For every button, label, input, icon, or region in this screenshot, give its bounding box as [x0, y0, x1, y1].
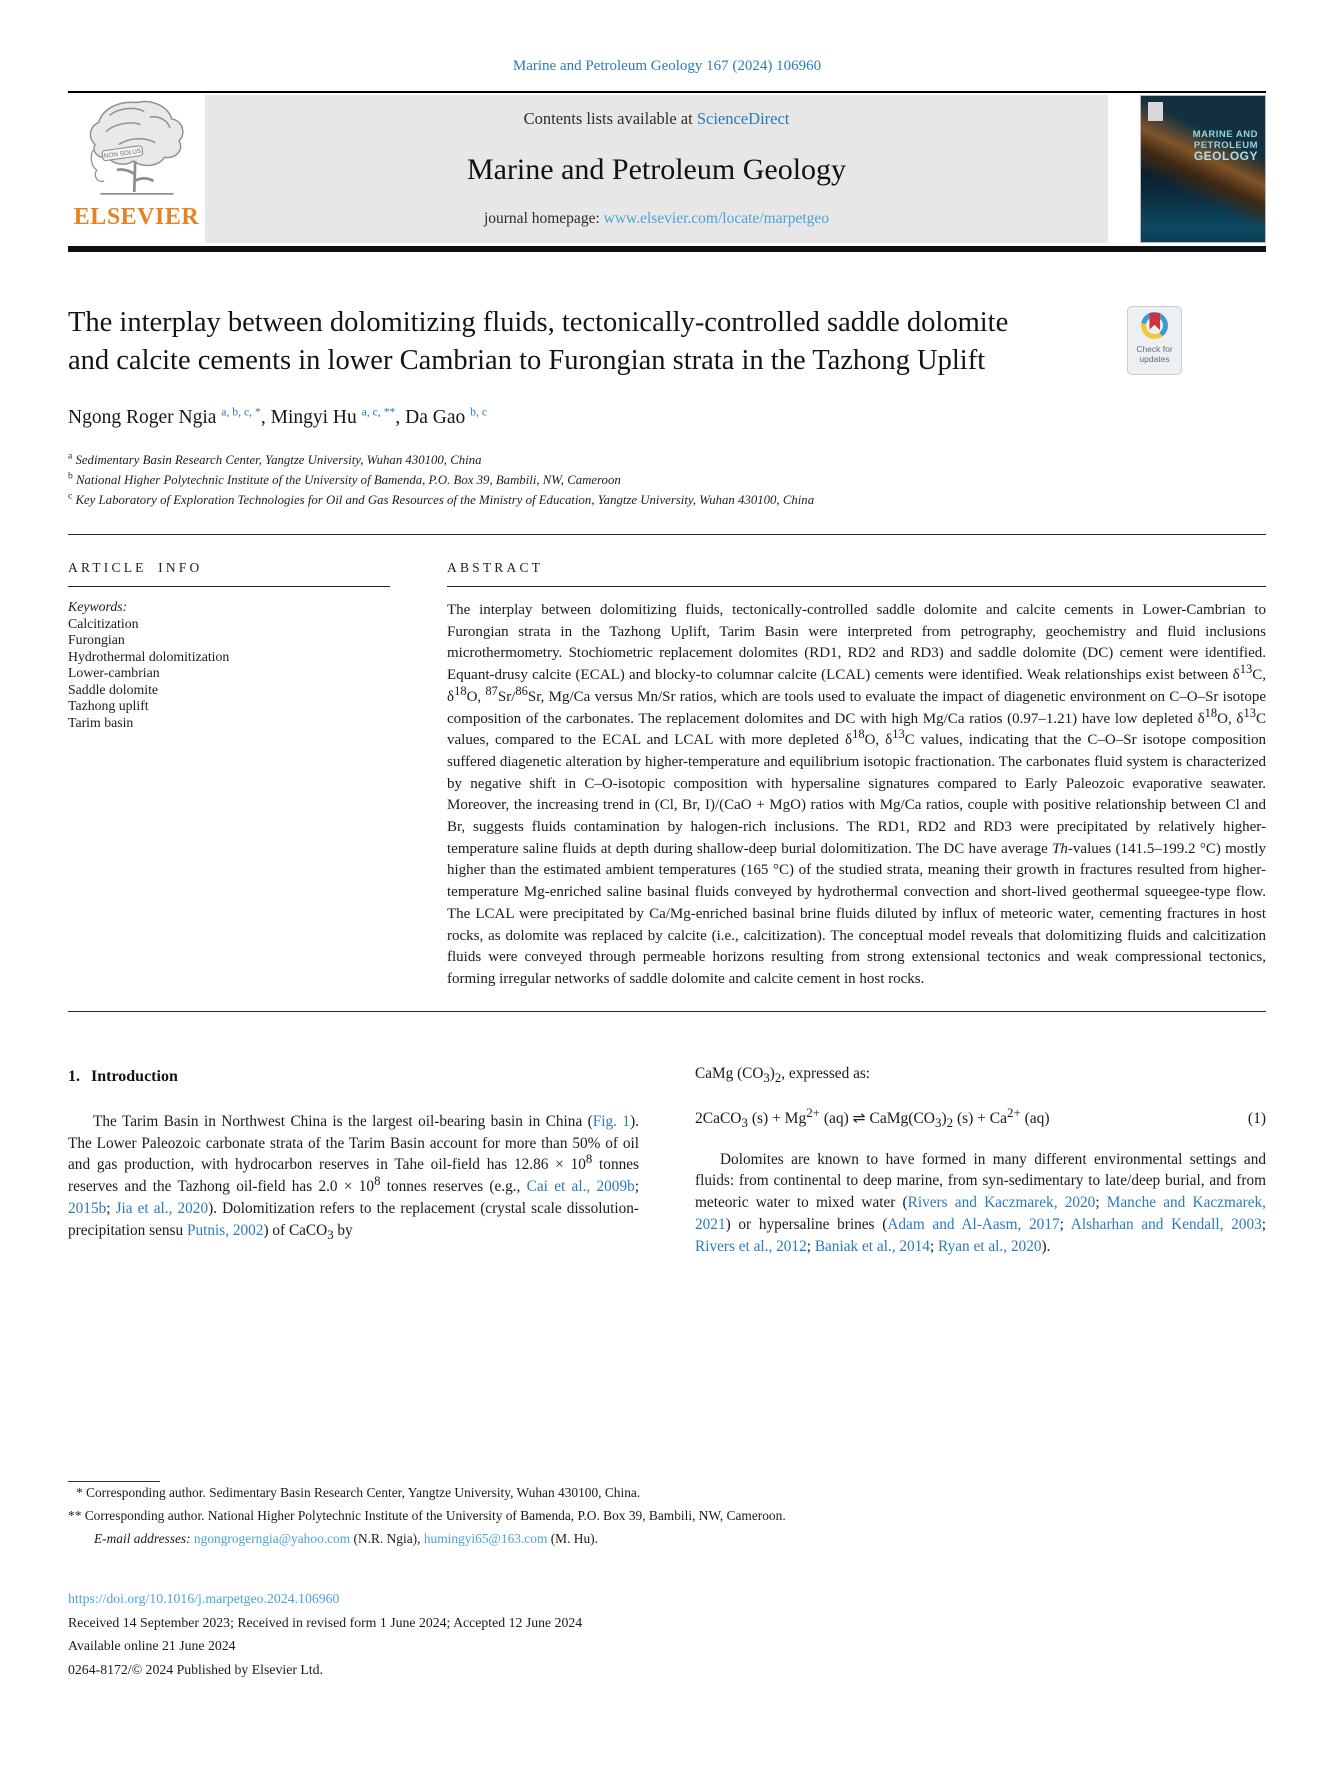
text-run: Corresponding author. National Higher Polytechnic Institute of the University of Bamenda, P.O. Box 39, Bambili, NW, Cameroon. [84, 1507, 786, 1523]
section-rule [68, 534, 1266, 535]
update-ring-icon [1141, 312, 1168, 339]
text-run: ** [68, 1507, 85, 1523]
text-run: ; [929, 1238, 939, 1256]
check-for-updates-label [1128, 345, 1181, 364]
text-run: C values, compared to the ECAL and LCAL with more depleted δ [447, 710, 1266, 749]
article-title: The interplay between dolomitizing fluids, tectonically-controlled saddle dolomite and calcite cements in lower Cambrian to Furongian strata in the Tazhong Uplift [68, 307, 1009, 376]
text-run: O, δ [864, 732, 893, 749]
text-run: 3 [741, 1114, 748, 1130]
text-run: 3 [763, 1070, 770, 1085]
keyword: Saddle dolomite [68, 681, 159, 697]
check-for-updates-badge[interactable] [1127, 306, 1182, 375]
text-run: E-mail addresses: [94, 1530, 194, 1546]
header-rule [68, 91, 1266, 93]
text-run: 2+ [806, 1104, 820, 1120]
abstract-rule [447, 586, 1266, 587]
abstract-column [447, 560, 1266, 991]
text-run: ). [1041, 1238, 1051, 1256]
text-run: Sr, Mg/Ca versus Mn/Sr ratios, which are tools used to evaluate the impact of diagenetic environment on C–O–Sr isotope composition of the carbonates. The replacement dolomites and DC with high Mg/Ca ratios (0.97–1.21) have low depleted δ [447, 688, 1266, 727]
text-run: 13 [1243, 705, 1256, 720]
article-info-column [68, 560, 390, 991]
body-right-column [695, 1064, 1266, 1258]
inline-link[interactable]: Alsharhan and Kendall, 2003 [1070, 1216, 1262, 1234]
article-body [68, 1064, 1266, 1258]
text-run: 18 [852, 727, 865, 742]
inline-link[interactable]: Adam and Al-Aasm, 2017 [887, 1216, 1060, 1234]
text-run: C values, indicating that the C–O–Sr isotope composition suffered diagenetic alteration by higher-temperature and equilibrium isotopic fractionation. The carbonates fluid system is characterized by negative shift in C–O-isotopic composition with hypersaline signatures compared to Early Paleozoic evaporative seawater. Moreover, the increasing trend in (Cl, Br, I)/(CaO + MgO) ratios with Mg/Ca ratios, couple with positive relationship between Cl and Br, suggests fluids contamination by halogen-rich inclusions. The RD1, RD2 and RD3 were precipitated by relatively higher-temperature saline fluids at depth during shallow-deep burial dolomitization. The DC have average [447, 732, 1266, 857]
page-footer [68, 1481, 1266, 1681]
keyword: Calcitization [68, 615, 139, 631]
elsevier-motto-text: NON SOLUS [102, 147, 142, 161]
info-abstract-section [68, 560, 1266, 991]
publication-history-block [68, 1587, 1266, 1681]
text-run: b [68, 470, 73, 482]
email-addresses-line [68, 1528, 1266, 1551]
received-dates-line: Received 14 September 2023; Received in revised form 1 June 2024; Accepted 12 June 2024 [68, 1614, 583, 1630]
keyword: Lower-cambrian [68, 665, 160, 680]
available-online-line: Available online 21 June 2024 [68, 1638, 236, 1654]
chemical-equation [695, 1104, 1266, 1130]
text-run: tonnes reserves and the Tazhong oil-field has 2.0 × 10 [68, 1156, 639, 1196]
text-run: 3 [327, 1228, 334, 1243]
text-run: c [68, 490, 73, 502]
text-run: ; [106, 1200, 116, 1218]
keyword: Hydrothermal dolomitization [68, 648, 230, 664]
text-run: Contents lists available at [523, 109, 697, 128]
badge-text-line: updates [1139, 353, 1170, 364]
cover-title-line: GEOLOGY [1193, 149, 1258, 163]
journal-homepage-line [484, 210, 829, 228]
author-list [68, 407, 1266, 429]
text-run: tonnes reserves (e.g., [380, 1178, 527, 1196]
text-run: 3 [934, 1114, 942, 1130]
article-header [68, 304, 1266, 380]
text-run: , expressed as: [781, 1064, 871, 1082]
keyword: Tazhong uplift [68, 698, 149, 713]
inline-link[interactable]: Rivers and Kaczmarek, 2020 [907, 1194, 1096, 1212]
text-run: ; [1095, 1194, 1107, 1212]
text-run: ) [941, 1109, 947, 1127]
inline-link[interactable]: Ryan et al., 2020 [938, 1238, 1042, 1256]
cover-title-line: MARINE AND [1192, 129, 1258, 140]
text-run: Key Laboratory of Exploration Technologies for Oil and Gas Resources of the Ministry of Education, Yangtze University, Wuhan 430100, China [72, 493, 815, 507]
affiliation [68, 490, 1266, 510]
inline-link[interactable]: Baniak et al., 2014 [814, 1238, 930, 1256]
text-run: -values (141.5–199.2 °C) mostly higher than the estimated ambient temperatures (165 °C) of the studied strata, meaning their growth in fractures resulted from higher-temperature Mg-enriched saline basinal fluids conveyed by hydrothermal convection and short-lived geothermal squeegee-type flow. The LCAL were precipitated by Ca/Mg-enriched basinal brine fluids diluted by influx of meteoric water, cementing fractures in host rocks, as dolomite was replaced by calcite (i.e., calcitization). The conceptual model reveals that dolomitizing fluids and calcitization fluids were conveyed through permeable horizons resulting from strong extensional tectonics and weak compressional tectonics, forming irregular networks of saddle dolomite and calcite cement in host rocks. [447, 840, 1267, 987]
text-run: Corresponding author. Sedimentary Basin Research Center, Yangtze University, Wuhan 430100, China. [86, 1485, 641, 1500]
inline-link[interactable]: ScienceDirect [696, 109, 790, 128]
text-run: 86 [515, 683, 528, 698]
text-run: The Tarim Basin in Northwest China is the largest oil-bearing basin in China ( [93, 1112, 593, 1130]
keywords-label: Keywords: [68, 599, 128, 614]
affiliation-list [68, 450, 1266, 510]
inline-link[interactable]: Putnis, 2002 [186, 1222, 264, 1240]
text-run: 2 [946, 1114, 954, 1130]
dolomites-paragraph [695, 1149, 1266, 1259]
text-run: CaMg(CO [865, 1109, 935, 1127]
text-run: ). Dolomitization refers to the replacement (crystal scale dissolution-precipitation sensu [68, 1200, 640, 1240]
text-run: (aq) [1020, 1109, 1050, 1127]
cover-elsevier-mark-icon [1148, 102, 1163, 121]
introduction-paragraph [68, 1111, 639, 1242]
journal-banner [205, 95, 1108, 243]
inline-link[interactable]: www.elsevier.com/locate/marpetgeo [603, 210, 830, 227]
badge-text-line: Check for [1136, 344, 1173, 354]
keywords-block [68, 599, 390, 731]
text-run: ; [806, 1238, 815, 1256]
corresponding-author-footnote [68, 1505, 1266, 1528]
journal-cover-thumbnail[interactable] [1140, 95, 1266, 243]
text-run: , Mingyi Hu [260, 407, 362, 428]
doi-link[interactable]: https://doi.org/10.1016/j.marpetgeo.2024.106960 [68, 1591, 340, 1607]
section-label: Introduction [91, 1067, 178, 1085]
inline-link[interactable]: Jia et al., 2020 [115, 1200, 209, 1218]
text-run: ) or hypersaline brines ( [725, 1216, 888, 1234]
inline-link[interactable]: Cai et al., 2009b [526, 1178, 635, 1196]
text-run: (s) + Mg [747, 1109, 807, 1127]
text-run: Sr/ [497, 688, 516, 705]
inline-link[interactable]: Fig. 1 [592, 1112, 631, 1130]
text-run: ) [769, 1064, 775, 1082]
equation-body [695, 1104, 1050, 1130]
elsevier-logo [68, 95, 205, 243]
text-run: C, δ [447, 667, 1266, 705]
cover-journal-title [1193, 130, 1258, 162]
text-run: O, [466, 688, 486, 705]
text-run: 18 [1204, 705, 1218, 720]
journal-title: Marine and Petroleum Geology [466, 152, 847, 186]
affiliation [68, 450, 1266, 470]
text-run: 2 [774, 1070, 782, 1085]
keyword: Tarim basin [68, 714, 134, 730]
bookmark-icon [1149, 313, 1160, 330]
text-run: The interplay between dolomitizing fluids, tectonically-controlled saddle dolomite and calcite cements in Lower-Cambrian to Furongian strata in the Tazhong Uplift, Tarim Basin were interpreted from petrography, geochemistry and fluid inclusions microthermometry. Stochiometric replacement dolomites (RD1, RD2 and RD3) and saddle dolomite (DC) cement were identified. Equant-drusy calcite (ECAL) and blocky-to columnar calcite (LCAL) cements were identified. Weak relationships exist between δ [447, 602, 1266, 684]
article-info-heading: ARTICLE INFO [68, 560, 203, 575]
abstract-text [447, 600, 1266, 991]
journal-citation-link[interactable]: Marine and Petroleum Geology 167 (2024) 106960 [512, 58, 822, 74]
corresponding-author-footnote [68, 1482, 1266, 1505]
masthead-divider-bar [68, 246, 1266, 252]
abstract-bottom-rule [68, 1011, 1266, 1012]
text-run: (aq) [819, 1109, 853, 1127]
text-run: ; [634, 1178, 639, 1196]
text-run: 2CaCO [695, 1109, 742, 1127]
text-run: a, b, c, * [221, 405, 261, 419]
contents-lists-line [524, 109, 790, 129]
text-run: 8 [585, 1152, 593, 1167]
inline-link[interactable]: humingyi65@163.com [423, 1530, 548, 1546]
text-run: Th [1052, 840, 1068, 857]
elsevier-tree-icon [82, 97, 192, 203]
text-run: 13 [892, 727, 905, 742]
text-run: , Da Gao [395, 407, 471, 428]
text-run: Dolomites are known to have formed in many different environmental settings and fluids: from continental to deep marine, from syn-sedimentary to late/deep burial, and from meteoric water to mixed water ( [695, 1150, 1266, 1212]
text-run: ) of CaCO [263, 1222, 328, 1240]
text-run: 18 [454, 683, 467, 698]
text-run: ⇌ [852, 1108, 866, 1127]
text-run: (N.R. Ngia), [350, 1530, 424, 1546]
keywords-list [68, 616, 390, 732]
text-run: journal homepage: [483, 210, 604, 227]
text-run: ; [1261, 1216, 1266, 1234]
text-run: Ngong Roger Ngia [68, 407, 222, 428]
inline-link[interactable]: Manche and Kaczmarek, 2021 [695, 1194, 1266, 1234]
text-run: ; [1059, 1216, 1071, 1234]
text-run: Sedimentary Basin Research Center, Yangtze University, Wuhan 430100, China [72, 453, 482, 467]
text-run: a, c, ** [361, 405, 396, 419]
text-run: ). The Lower Paleozoic carbonate strata of the Tarim Basin account for more than 50% of oil and gas production, with hydrocarbon reserves in Tahe oil-field has 12.86 × 10 [68, 1112, 639, 1174]
elsevier-wordmark: ELSEVIER [73, 204, 200, 230]
text-run: a [68, 450, 73, 462]
section-number: 1. [68, 1067, 80, 1085]
text-run: CaMg (CO [695, 1064, 764, 1082]
article-info-rule [68, 586, 390, 587]
inline-link[interactable]: Rivers et al., 2012 [695, 1238, 807, 1256]
text-run: 8 [374, 1174, 381, 1189]
continuation-paragraph [695, 1063, 1266, 1085]
text-run: * [76, 1485, 87, 1500]
journal-masthead [68, 95, 1266, 243]
inline-link[interactable]: ngongrogerngia@yahoo.com [193, 1530, 351, 1546]
abstract-heading: ABSTRACT [447, 560, 544, 575]
keyword: Furongian [68, 632, 125, 647]
text-run: 87 [485, 683, 498, 698]
text-run: (s) + Ca [953, 1109, 1008, 1127]
equation-number: (1) [1247, 1109, 1266, 1127]
text-run: National Higher Polytechnic Institute of the University of Bamenda, P.O. Box 39, Bambili, NW, Cameroon [72, 473, 621, 487]
text-run: 13 [1239, 662, 1253, 677]
inline-link[interactable]: 2015b [68, 1200, 107, 1218]
text-run: (M. Hu). [547, 1530, 598, 1546]
section-heading-introduction [68, 1068, 639, 1086]
text-run: 2+ [1007, 1104, 1021, 1120]
text-run: by [333, 1222, 353, 1240]
cover-title-line: PETROLEUM [1193, 139, 1258, 151]
affiliation [68, 470, 1266, 490]
body-left-column [68, 1068, 639, 1258]
issn-copyright-line: 0264-8172/© 2024 Published by Elsevier Ltd. [68, 1661, 323, 1677]
text-run: O, δ [1217, 710, 1244, 727]
text-run: b, c [470, 405, 487, 419]
